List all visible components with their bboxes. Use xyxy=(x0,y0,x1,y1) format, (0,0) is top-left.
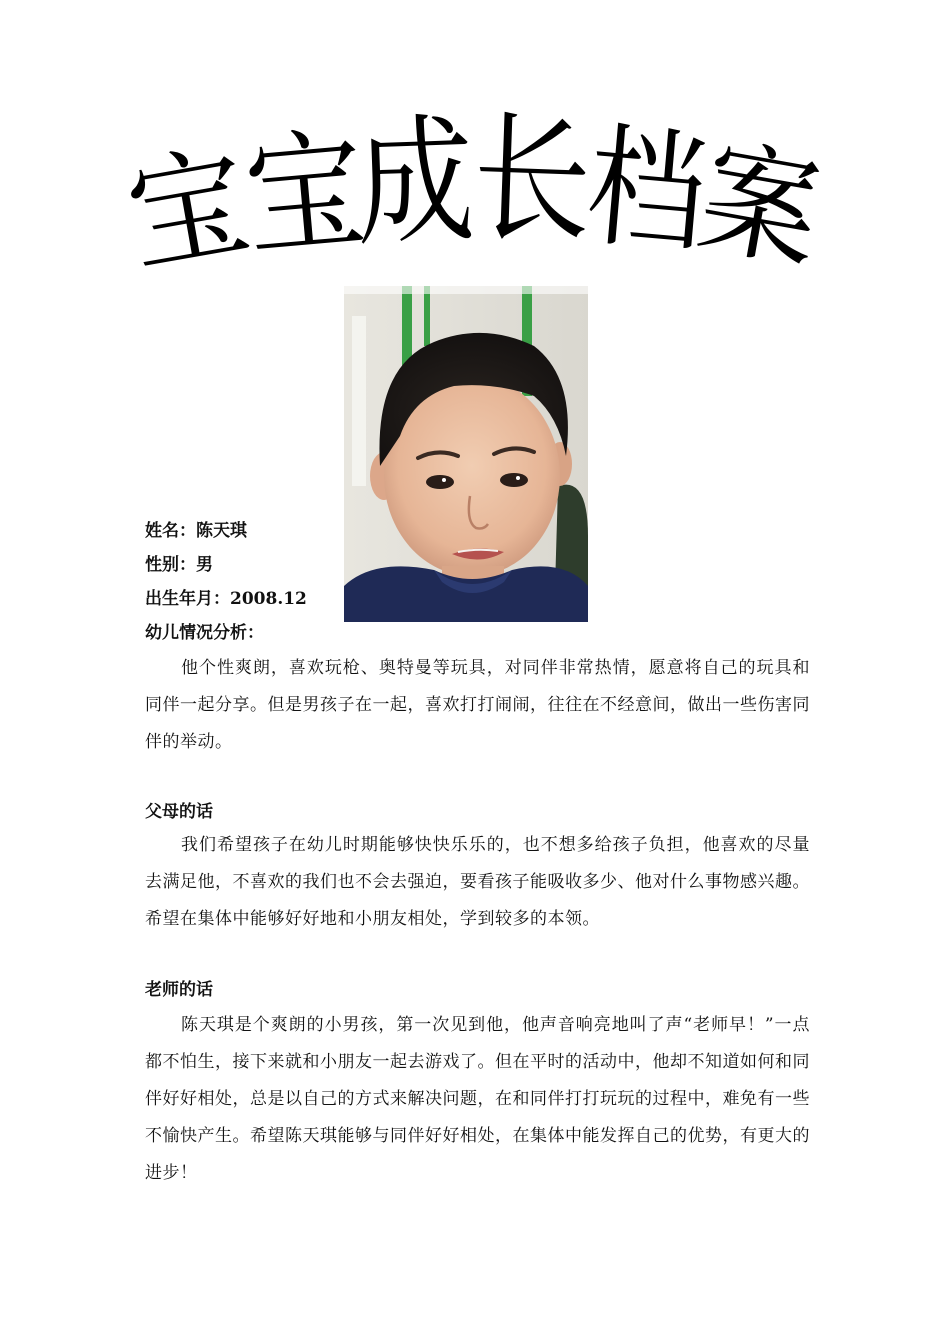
parents-paragraph: 我们希望孩子在幼儿时期能够快快乐乐的，也不想多给孩子负担，他喜欢的尽量去满足他，不喜欢的我们也不会去强迫，要看孩子能吸收多少、他对什么事物感兴趣。希望在集体中能够好好地和小朋友相处，学到较多的本领。 xyxy=(145,835,810,929)
gender-line: 性别：男 xyxy=(145,555,213,575)
parents-heading: 父母的话 xyxy=(145,802,213,822)
title-char: 案 xyxy=(689,124,831,288)
title-char: 宝 xyxy=(239,111,371,277)
analysis-heading: 幼儿情况分析： xyxy=(145,623,264,643)
birth-date-line: 出生年月：2008.12 xyxy=(145,589,307,609)
child-photo xyxy=(344,286,588,622)
document-title xyxy=(100,95,860,295)
teacher-paragraph: 陈天琪是个爽朗的小男孩，第一次见到他，他声音响亮地叫了声“老师早！”一点都不怕生，接下来就和小朋友一起去游戏了。但在平时的活动中，他却不知道如何和同伴好好相处，总是以自己的方式来解决问题，在和同伴打打玩玩的过程中，难免有一些不愉快产生。希望陈天琪能够与同伴好好相处，在集体中能发挥自己的优势，有更大的进步！ xyxy=(145,1015,810,1183)
teacher-heading: 老师的话 xyxy=(145,980,213,1000)
analysis-paragraph: 他个性爽朗，喜欢玩枪、奥特曼等玩具，对同伴非常热情，愿意将自己的玩具和同伴一起分享。但是男孩子在一起，喜欢打打闹闹，往往在不经意间，做出一些伤害同伴的举动。 xyxy=(145,658,810,752)
title-char: 长 xyxy=(470,96,594,264)
name-line: 姓名：陈天琪 xyxy=(145,521,247,541)
title-char: 档 xyxy=(581,107,713,273)
title-char: 宝 xyxy=(117,128,259,292)
child-portrait-image xyxy=(344,286,588,622)
title-char: 成 xyxy=(353,98,477,266)
